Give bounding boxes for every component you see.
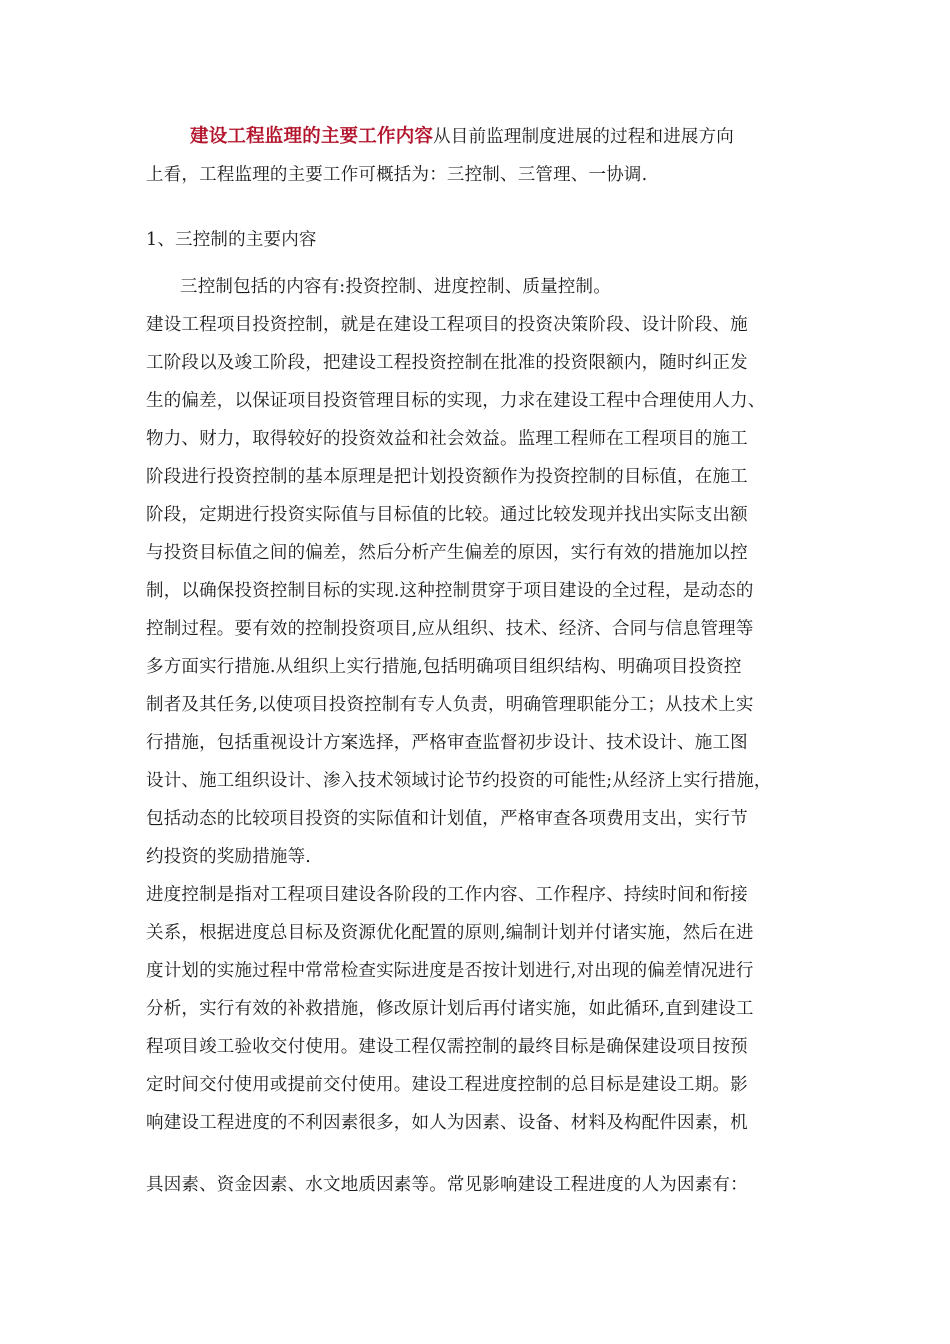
paragraph-line: 生的偏差，以保证项目投资管理目标的实现，力求在建设工程中合理使用人力、 — [146, 391, 766, 411]
paragraph-line: 包括动态的比较项目投资的实际值和计划值，严格审查各项费用支出，实行节 — [146, 809, 748, 829]
paragraph-line: 设计、施工组织设计、渗入技术领域讨论节约投资的可能性;从经济上实行措施， — [146, 771, 772, 791]
paragraph-line: 响建设工程进度的不利因素很多，如人为因素、设备、材料及构配件因素，机 — [146, 1113, 748, 1133]
paragraph-line: 关系，根据进度总目标及资源优化配置的原则,编制计划并付诸实施，然后在进 — [146, 923, 754, 943]
paragraph-line: 工阶段以及竣工阶段，把建设工程投资控制在批准的投资限额内，随时纠正发 — [146, 353, 748, 373]
paragraph-line: 约投资的奖励措施等. — [146, 847, 312, 867]
paragraph-line: 程项目竣工验收交付使用。建设工程仅需控制的最终目标是确保建设项目按预 — [146, 1037, 748, 1057]
intro-line-2: 上看，工程监理的主要工作可概括为：三控制、三管理、一协调. — [146, 165, 648, 185]
paragraph-line: 制者及其任务,以使项目投资控制有专人负责，明确管理职能分工；从技术上实 — [146, 695, 754, 715]
paragraph-line: 具因素、资金因素、水文地质因素等。常见影响建设工程进度的人为因素有： — [146, 1175, 748, 1195]
document-title: 建设工程监理的主要工作内容 — [190, 126, 434, 147]
paragraph-line: 进度控制是指对工程项目建设各阶段的工作内容、工作程序、持续时间和衔接 — [146, 885, 748, 905]
paragraph-line: 度计划的实施过程中常常检查实际进度是否按计划进行,对出现的偏差情况进行 — [146, 961, 754, 981]
section-summary: 三控制包括的内容有:投资控制、进度控制、质量控制。 — [180, 277, 611, 297]
paragraph-line: 分析，实行有效的补救措施，修改原计划后再付诸实施，如此循环,直到建设工 — [146, 999, 754, 1019]
intro-text-1: 从目前监理制度进展的过程和进展方向 — [433, 127, 735, 147]
paragraph-line: 多方面实行措施.从组织上实行措施,包括明确项目组织结构、明确项目投资控 — [146, 657, 742, 677]
paragraph-line: 物力、财力，取得较好的投资效益和社会效益。监理工程师在工程项目的施工 — [146, 429, 748, 449]
paragraph-line: 行措施，包括重视设计方案选择，严格审查监督初步设计、技术设计、施工图 — [146, 733, 748, 753]
paragraph-line: 阶段进行投资控制的基本原理是把计划投资额作为投资控制的目标值，在施工 — [146, 467, 748, 487]
paragraph-line: 建设工程项目投资控制，就是在建设工程项目的投资决策阶段、设计阶段、施 — [146, 315, 748, 335]
section-heading: 1、三控制的主要内容 — [146, 230, 317, 250]
paragraph-line: 与投资目标值之间的偏差，然后分析产生偏差的原因，实行有效的措施加以控 — [146, 543, 748, 563]
paragraph-line: 制，以确保投资控制目标的实现.这种控制贯穿于项目建设的全过程，是动态的 — [146, 581, 754, 601]
paragraph-line: 阶段，定期进行投资实际值与目标值的比较。通过比较发现并找出实际支出额 — [146, 505, 748, 525]
paragraph-line: 控制过程。要有效的控制投资项目,应从组织、技术、经济、合同与信息管理等 — [146, 619, 754, 639]
paragraph-line: 定时间交付使用或提前交付使用。建设工程进度控制的总目标是建设工期。影 — [146, 1075, 748, 1095]
intro-line-1 — [190, 126, 860, 148]
